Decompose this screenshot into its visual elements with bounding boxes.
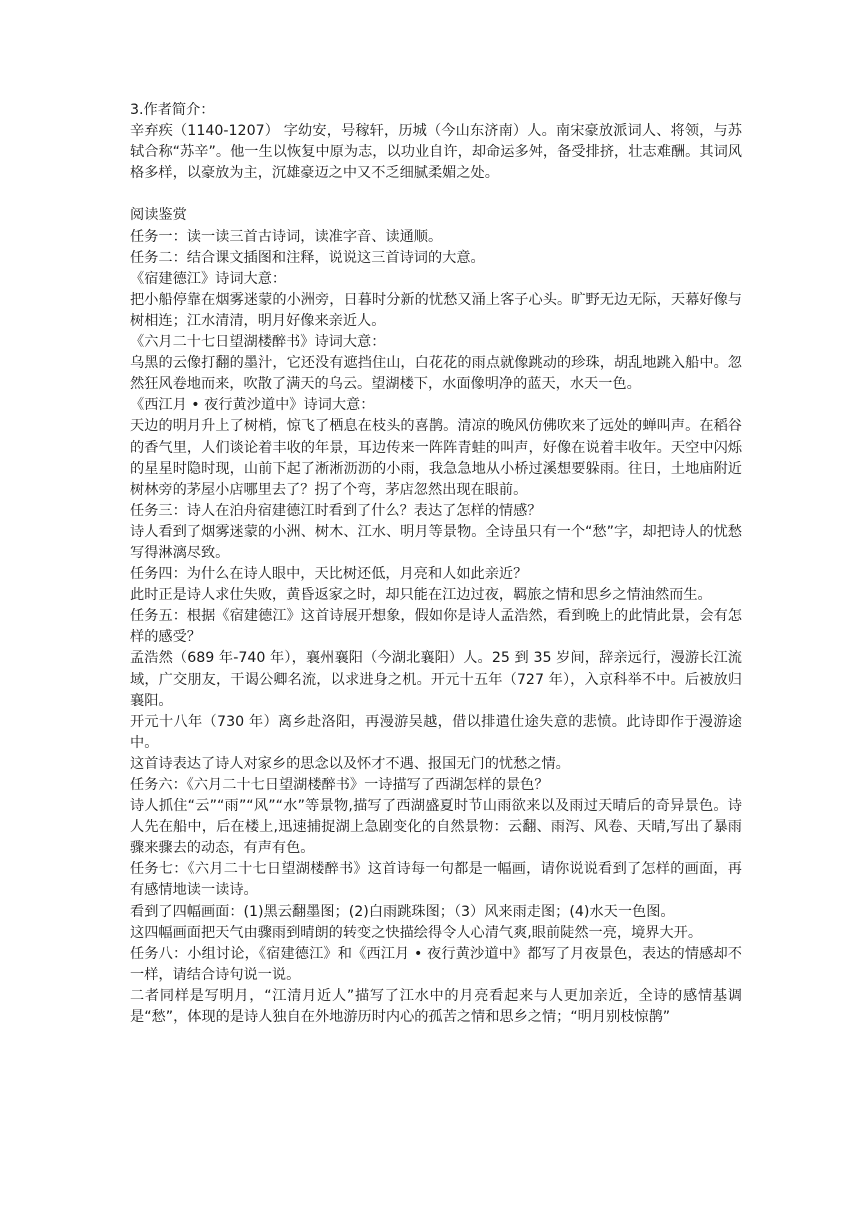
blank-line: [130, 184, 742, 205]
task-5-answer-summary: 这首诗表达了诗人对家乡的思念以及怀才不遇、报国无门的忧愁之情。: [130, 755, 570, 772]
task-7: 任务七：《六月二十七日望湖楼醉书》这首诗每一句都是一幅画，请你说说看到了怎样的画面，再有感情地读一读诗。: [130, 861, 742, 899]
section-heading-reading: 阅读鉴赏: [130, 207, 187, 224]
section-heading-author: 3.作者简介：: [130, 102, 215, 118]
task-1: 任务一：读一读三首古诗词，读准字音、读通顺。: [130, 228, 443, 245]
task-2: 任务二：结合课文插图和注释，说说这三首诗词的大意。: [130, 249, 485, 266]
paragraph-author-intro: 辛弃疾（1140-1207） 字幼安，号稼轩，历城（今山东济南）人。南宋豪放派词人、将领，与苏轼合称“苏辛”。他一生以恢复中原为志，以功业自许，却命运多舛，备受排挤，壮志难酬。其词风格多样，以豪放为主，沉雄豪迈之中又不乏细腻柔媚之处。: [130, 123, 742, 182]
task-8: 任务八：小组讨论，《宿建德江》和《西江月 • 夜行黄沙道中》都写了月夜景色，表达的情感却不一样，请结合诗句说一说。: [130, 945, 742, 983]
task-4: 任务四：为什么在诗人眼中，天比树还低，月亮和人如此亲近？: [130, 566, 528, 583]
task-3-answer: 诗人看到了烟雾迷蒙的小洲、树木、江水、明月等景物。全诗虽只有一个“愁”字，却把诗人的忧愁写得淋漓尽致。: [130, 523, 742, 561]
poem-1-meaning: 把小船停靠在烟雾迷蒙的小洲旁，日暮时分新的忧愁又涌上客子心头。旷野无边无际，天幕好像与树相连；江水清清，明月好像来亲近人。: [130, 291, 742, 329]
task-5: 任务五：根据《宿建德江》这首诗展开想象，假如你是诗人孟浩然，看到晚上的此情此景，会有怎样的感受？: [130, 608, 742, 646]
task-5-answer-context: 开元十八年（730 年）离乡赴洛阳，再漫游吴越，借以排遣仕途失意的悲愤。此诗即作于漫游途中。: [130, 713, 742, 751]
task-5-answer-bio: 孟浩然（689 年-740 年），襄州襄阳（今湖北襄阳）人。25 到 35 岁间，辞亲远行，漫游长江流域，广交朋友，干谒公卿名流，以求进身之机。开元十五年（727 年），入京科举不中。后被放归襄阳。: [130, 650, 742, 709]
task-6-answer: 诗人抓住“云”“雨”“风”“水”等景物,描写了西湖盛夏时节山雨欲来以及雨过天晴后的奇异景色。诗人先在船中，后在楼上,迅速捕捉湖上急剧变化的自然景物：云翻、雨泻、风卷、天晴,写出了暴雨骤来骤去的动态，有声有色。: [130, 798, 742, 857]
poem-2-title: 《六月二十七日望湖楼醉书》诗词大意：: [130, 334, 386, 351]
task-4-answer: 此时正是诗人求仕失败，黄昏返家之时，却只能在江边过夜，羁旅之情和思乡之情油然而生。: [130, 587, 712, 604]
task-7-answer-summary: 这四幅画面把天气由骤雨到晴朗的转变之快描绘得令人心清气爽,眼前陡然一亮，境界大开。: [130, 924, 703, 941]
poem-3-meaning: 天边的明月升上了树梢，惊飞了栖息在枝头的喜鹊。清凉的晚风仿佛吹来了远处的蝉叫声。在稻谷的香气里，人们谈论着丰收的年景，耳边传来一阵阵青蛙的叫声，好像在说着丰收年。天空中闪烁的星星时隐时现，山前下起了淅淅沥沥的小雨，我急急地从小桥过溪想要躲雨。往日，土地庙附近树林旁的茅屋小店哪里去了？拐了个弯，茅店忽然出现在眼前。: [130, 418, 742, 498]
document-body: [130, 100, 742, 1028]
task-7-answer-scenes: 看到了四幅画面：(1)黑云翻墨图；(2)白雨跳珠图；（3）风来雨走图；(4)水天一色图。: [130, 903, 675, 920]
task-8-answer: 二者同样是写明月，“江清月近人”描写了江水中的月亮看起来与人更加亲近，全诗的感情基调是“愁”，体现的是诗人独自在外地游历时内心的孤苦之情和思乡之情；“明月别枝惊鹊”: [130, 987, 742, 1026]
poem-3-title: 《西江月 • 夜行黄沙道中》诗词大意：: [130, 397, 375, 414]
task-3: 任务三：诗人在泊舟宿建德江时看到了什么？表达了怎样的情感？: [130, 502, 542, 519]
task-6: 任务六：《六月二十七日望湖楼醉书》一诗描写了西湖怎样的景色？: [130, 777, 549, 793]
poem-2-meaning: 乌黑的云像打翻的墨汁，它还没有遮挡住山，白花花的雨点就像跳动的珍珠，胡乱地跳入船中。忽然狂风卷地而来，吹散了满天的乌云。望湖楼下，水面像明净的蓝天，水天一色。: [130, 355, 742, 393]
poem-1-title: 《宿建德江》诗词大意：: [130, 270, 287, 287]
